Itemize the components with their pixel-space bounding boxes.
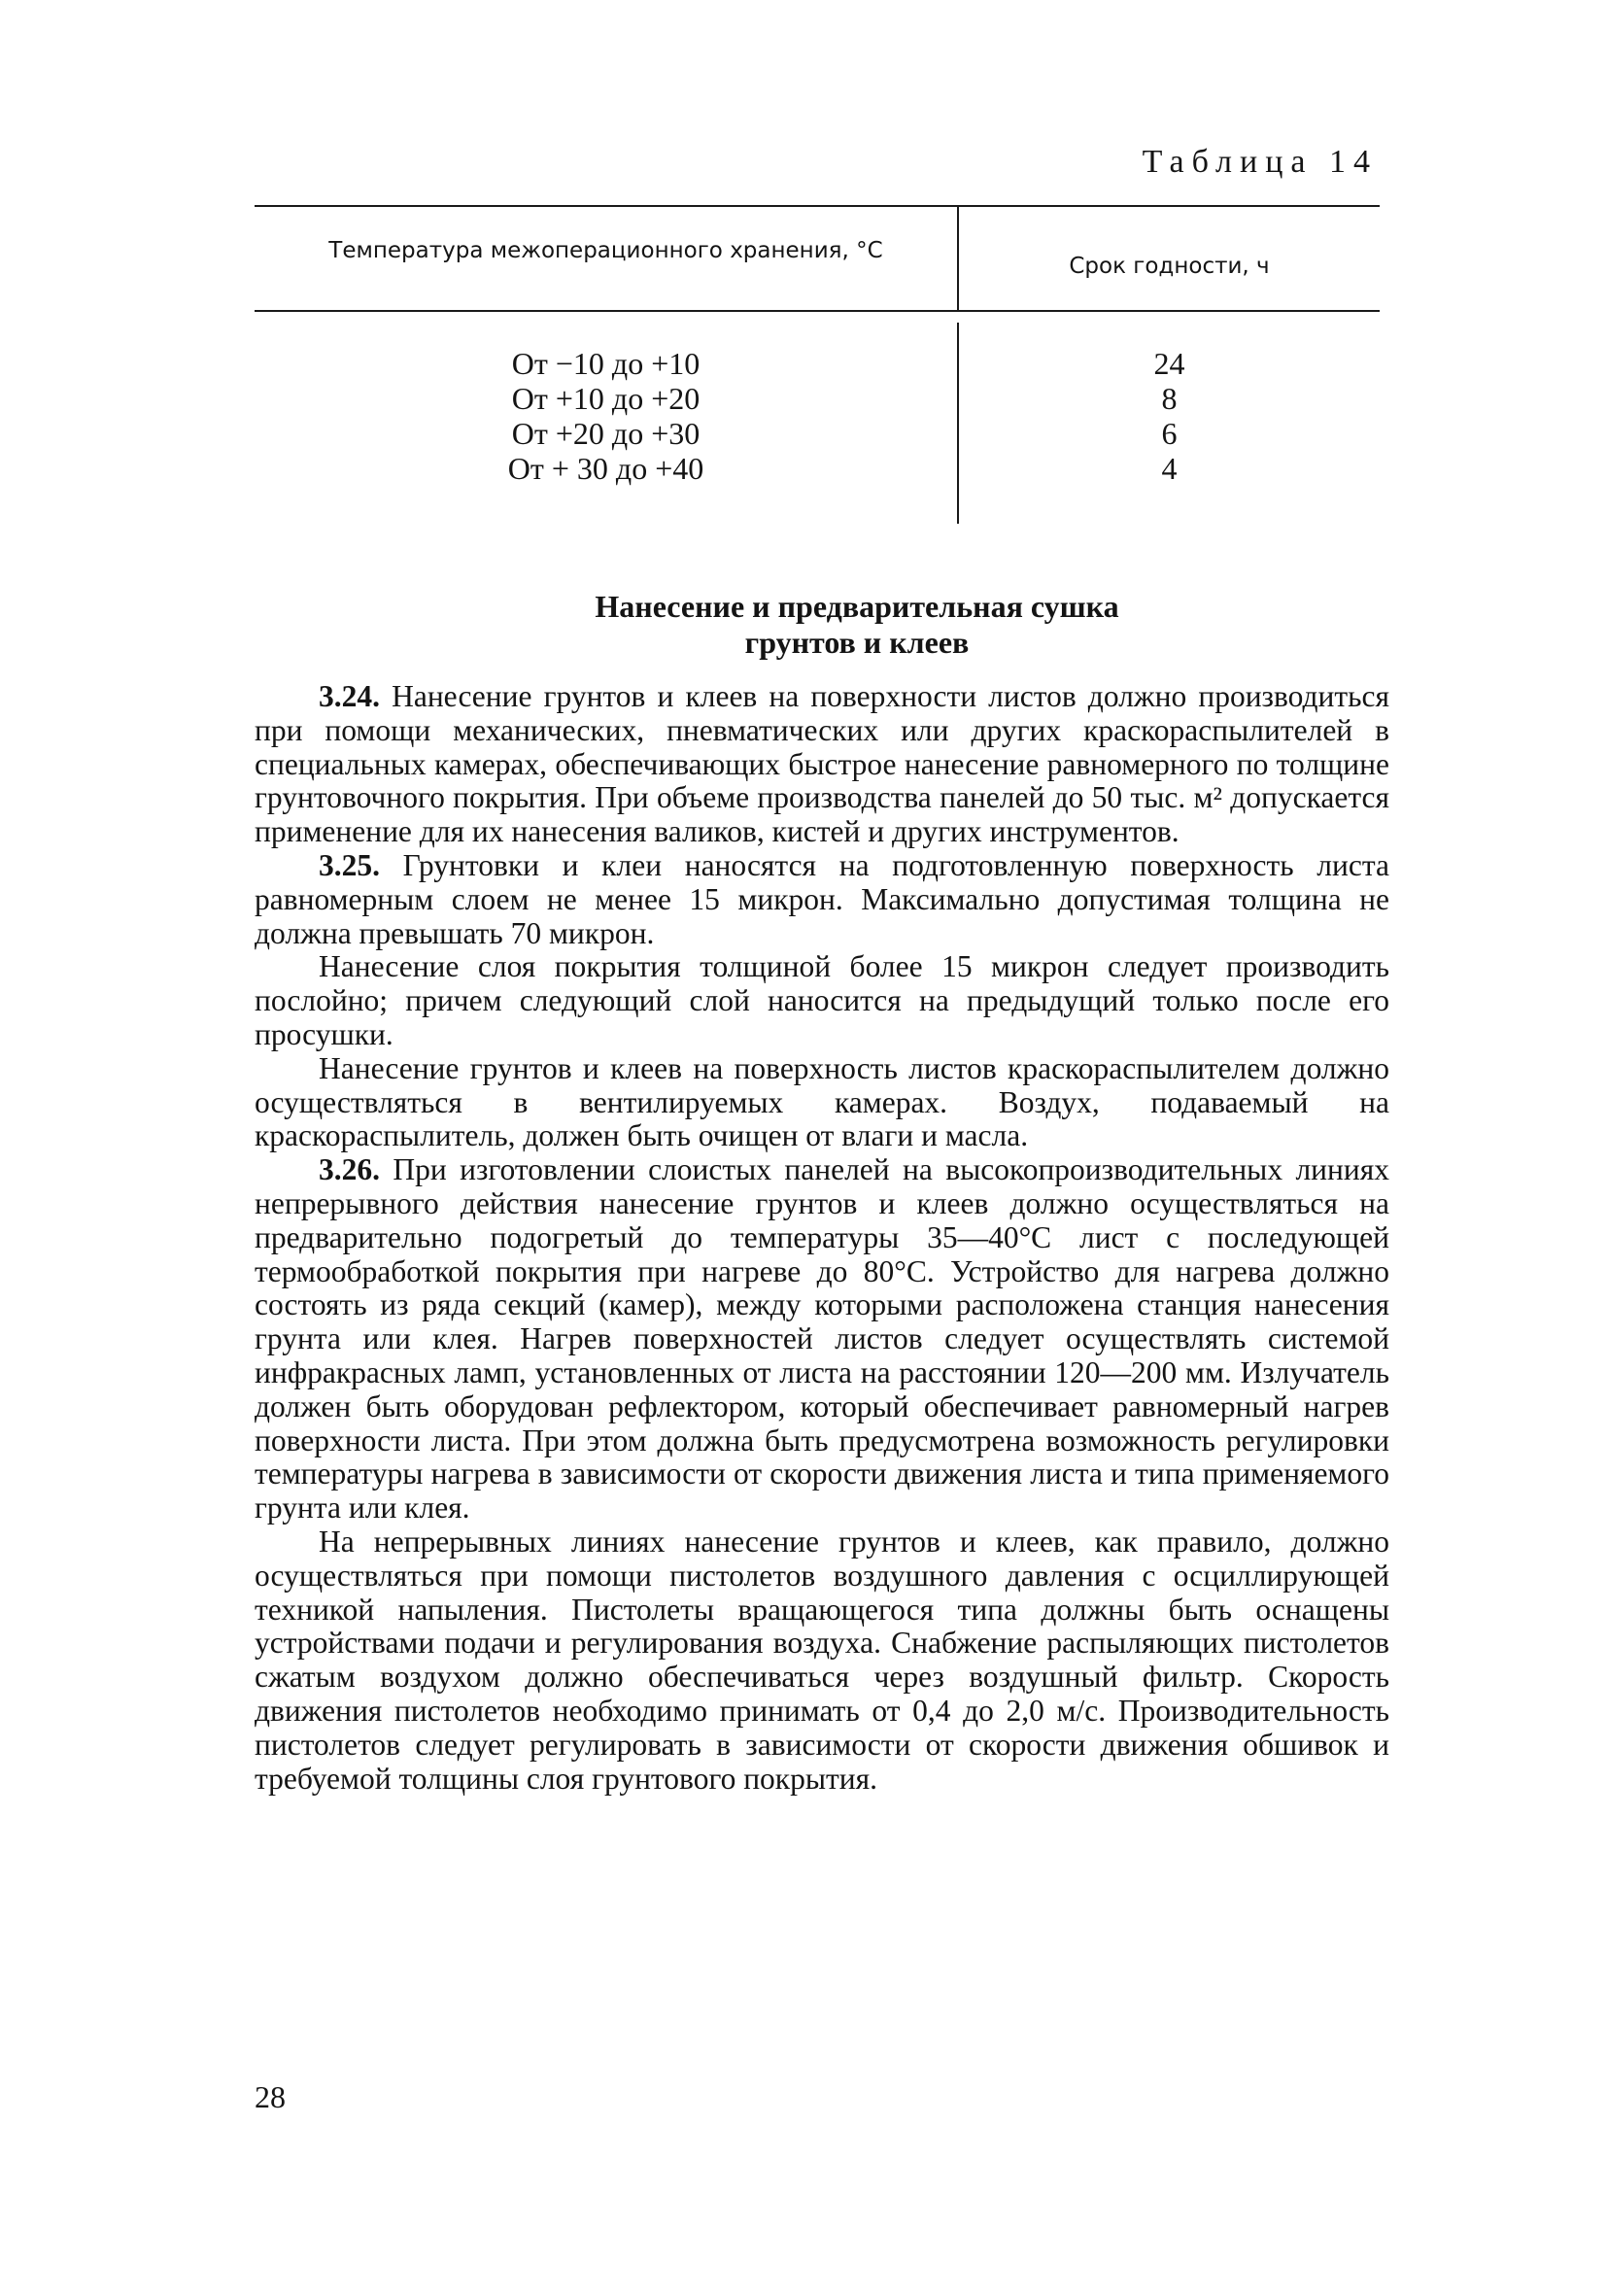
paragraph-3-25 bbox=[255, 849, 1389, 950]
paragraph-number: 3.25. bbox=[319, 847, 380, 882]
table-cell-shelf: 4 bbox=[1161, 451, 1178, 486]
paragraph-text: Нанесение слоя покрытия толщиной более 15 микрон следует производить послойно; причем следующий слой наносится на предыдущий только после его просушки. bbox=[255, 949, 1389, 1051]
paragraph-text: Нанесение грунтов и клеев на поверхность листов краскораспылителем должно осуществляться в вентилируемых камерах. Воздух, подаваемый на краскораспылитель, должен быть очищен от влаги и масла. bbox=[255, 1050, 1389, 1153]
paragraph-text: При изготовлении слоистых панелей на высокопроизводительных линиях непрерывного действия нанесение грунтов и клеев должно осуществляться на предварительно подогретый до температуры 35—40°С лист с последующей термообработкой покрытия при нагреве до 80°С. Устройство для нагрева должно состоять из ряда секций (камер), между которыми расположена станция нанесения грунта или клея. Нагрев поверхностей листов следует осуществлять системой инфракрасных ламп, установленных от листа на расстоянии 120—200 мм. Излучатель должен быть оборудован рефлектором, который обеспечивает равномерный нагрев поверхности листа. При этом должна быть предусмотрена возможность регулировки температуры нагрева в зависимости от скорости движения листа и типа применяемого грунта или клея. bbox=[255, 1152, 1389, 1525]
table-cell-temp: От + 30 до +40 bbox=[507, 451, 704, 486]
table-cell-shelf: 8 bbox=[1161, 381, 1178, 416]
table-shelf-life-column bbox=[959, 346, 1380, 486]
table-cell-shelf: 24 bbox=[1153, 346, 1185, 381]
paragraph-text: Грунтовки и клеи наносятся на подготовленную поверхность листа равномерным слоем не менее 15 микрон. Максимально допустимая толщина не должна превышать 70 микрон. bbox=[255, 847, 1389, 950]
section-title-line: грунтов и клеев bbox=[744, 625, 970, 660]
table-caption: Таблица 14 bbox=[1142, 144, 1378, 180]
paragraph-text: Нанесение грунтов и клеев на поверхности листов должно производиться при помощи механических, пневматических или других краскораспылителей в специальных камерах, обеспечивающих быстрое нанесение равномерного по толщине грунтовочного покрытия. При объеме производства панелей до 50 тыс. м² допускается применение для их нанесения валиков, кистей и других инструментов. bbox=[255, 679, 1389, 849]
table-cell-temp: От +20 до +30 bbox=[511, 416, 701, 451]
section-title bbox=[255, 589, 1459, 661]
paragraph-number: 3.24. bbox=[319, 679, 380, 713]
table-top-rule bbox=[255, 205, 1380, 207]
table-header-shelf-life: Срок годности, ч bbox=[1069, 254, 1270, 279]
table-cell-temp: От +10 до +20 bbox=[511, 381, 701, 416]
paragraph bbox=[255, 1525, 1389, 1796]
body-text bbox=[255, 680, 1389, 1796]
table-header-temperature: Температура межоперационного хранения, °С bbox=[328, 238, 883, 263]
table-cell-shelf: 6 bbox=[1161, 416, 1178, 451]
table-header-rule bbox=[255, 310, 1380, 312]
paragraph-text: На непрерывных линиях нанесение грунтов и клеев, как правило, должно осуществляться при помощи пистолетов воздушного давления с осциллирующей техникой напыления. Пистолеты вращающегося типа должны быть оснащены устройствами подачи и регулирования воздуха. Снабжение распыляющих пистолетов сжатым воздухом должно обеспечиваться через воздушный фильтр. Скорость движения пистолетов необходимо принимать от 0,4 до 2,0 м/с. Производительность пистолетов следует регулировать в зависимости от скорости движения обшивок и требуемой толщины слоя грунтового покрытия. bbox=[255, 1524, 1389, 1796]
section-title-line: Нанесение и предварительная сушка bbox=[595, 589, 1119, 624]
paragraph bbox=[255, 1052, 1389, 1153]
paragraph-3-26 bbox=[255, 1153, 1389, 1525]
paragraph-number: 3.26. bbox=[319, 1152, 380, 1187]
paragraph-3-24 bbox=[255, 680, 1389, 849]
table-cell-temp: От −10 до +10 bbox=[511, 346, 701, 381]
paragraph bbox=[255, 950, 1389, 1051]
table-temperature-column bbox=[255, 346, 957, 486]
page-number: 28 bbox=[255, 2079, 286, 2114]
